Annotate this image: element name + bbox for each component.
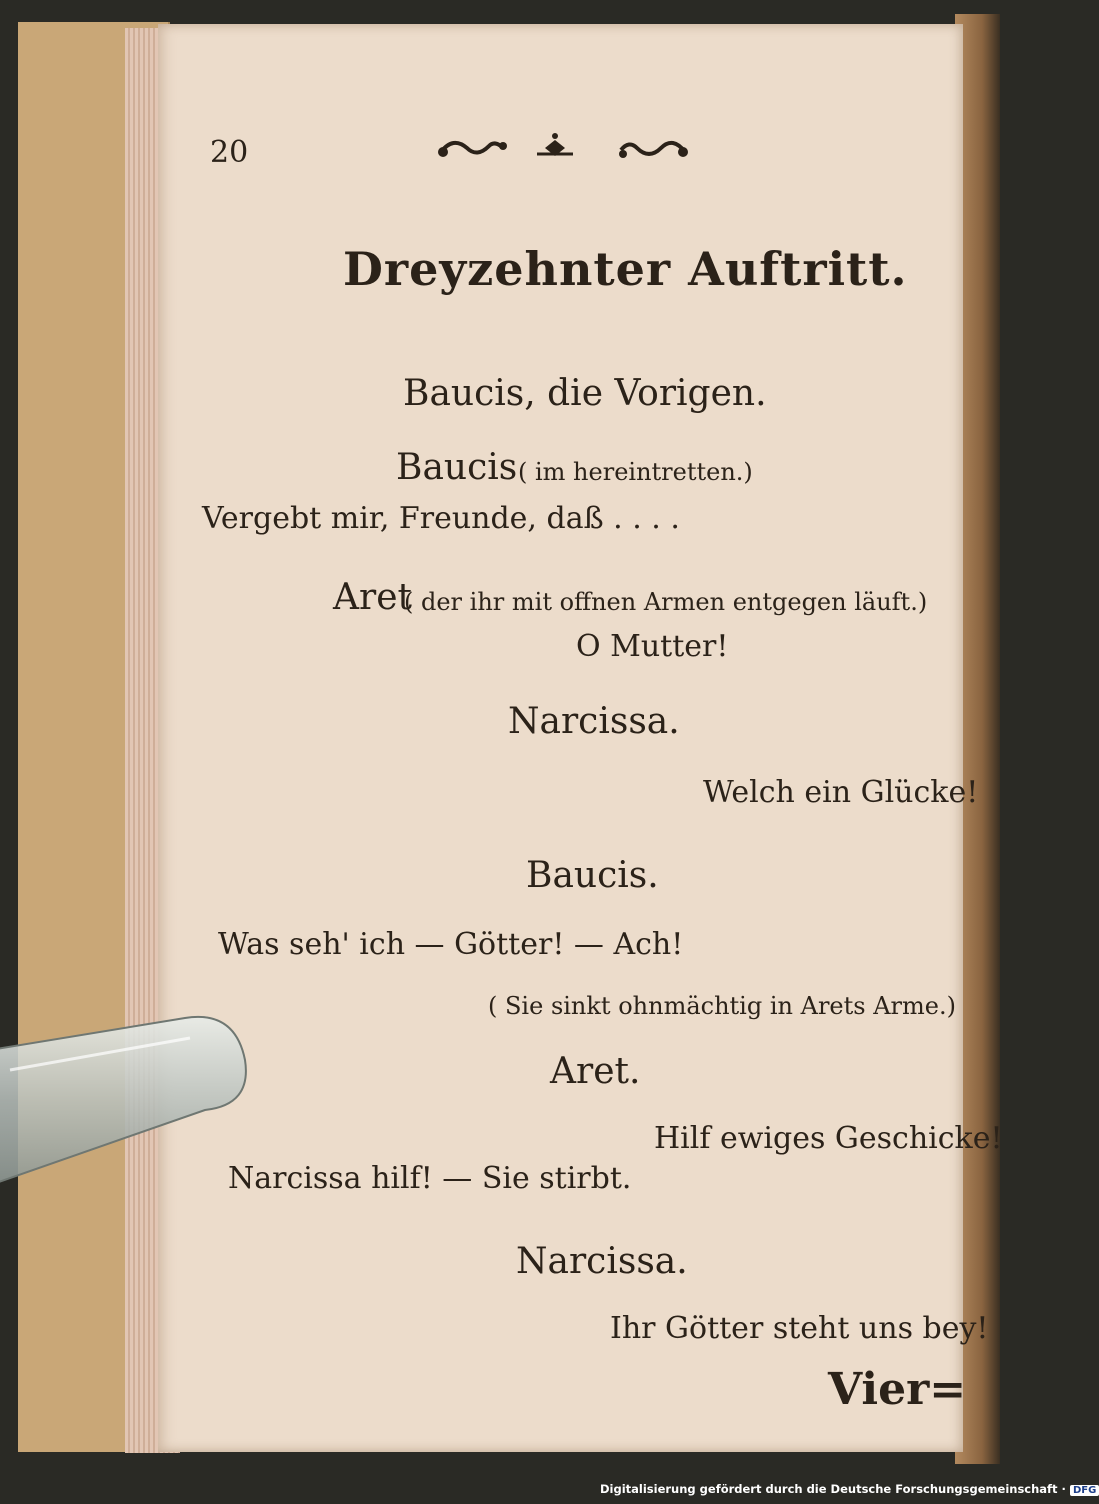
page-holder-clip — [0, 1010, 260, 1200]
scene-title: Dreyzehnter Auftritt. — [343, 242, 908, 296]
verse-line: Vergebt mir, Freunde, daß . . . . — [202, 501, 680, 536]
verse-line: O Mutter! — [576, 629, 729, 664]
verse-line: Narcissa hilf! — Sie stirbt. — [228, 1161, 632, 1196]
stage-direction: ( Sie sinkt ohnmächtig in Arets Arme.) — [488, 992, 956, 1020]
verse-line: Welch ein Glücke! — [703, 775, 979, 810]
page-number: 20 — [210, 135, 249, 170]
ornament-flourish — [433, 124, 693, 174]
scene-characters: Baucis, die Vorigen. — [403, 373, 767, 414]
credit-text: Digitalisierung gefördert durch die Deutsche Forschungsgemeinschaft · — [600, 1482, 1066, 1496]
stage-direction: ( der ihr mit offnen Armen entgegen läuft.) — [404, 588, 928, 616]
dfg-logo-icon: DFG — [1070, 1485, 1099, 1496]
verse-line: Hilf ewiges Geschicke! — [654, 1121, 1003, 1156]
speaker-aret: Aret — [333, 577, 412, 618]
speaker-narcissa: Narcissa. — [516, 1241, 688, 1282]
speaker-aret: Aret. — [550, 1051, 641, 1092]
speaker-baucis: Baucis. — [526, 855, 659, 896]
speaker-baucis: Baucis — [396, 447, 518, 488]
catchword: Vier= — [828, 1364, 967, 1415]
verse-line: Ihr Götter steht uns bey! — [610, 1311, 989, 1346]
book-page — [158, 24, 1003, 1452]
digitization-credit — [600, 1482, 1099, 1496]
verse-line: Was seh' ich — Götter! — Ach! — [218, 927, 684, 962]
speaker-narcissa: Narcissa. — [508, 701, 680, 742]
stage-direction: ( im hereintretten.) — [518, 458, 753, 486]
